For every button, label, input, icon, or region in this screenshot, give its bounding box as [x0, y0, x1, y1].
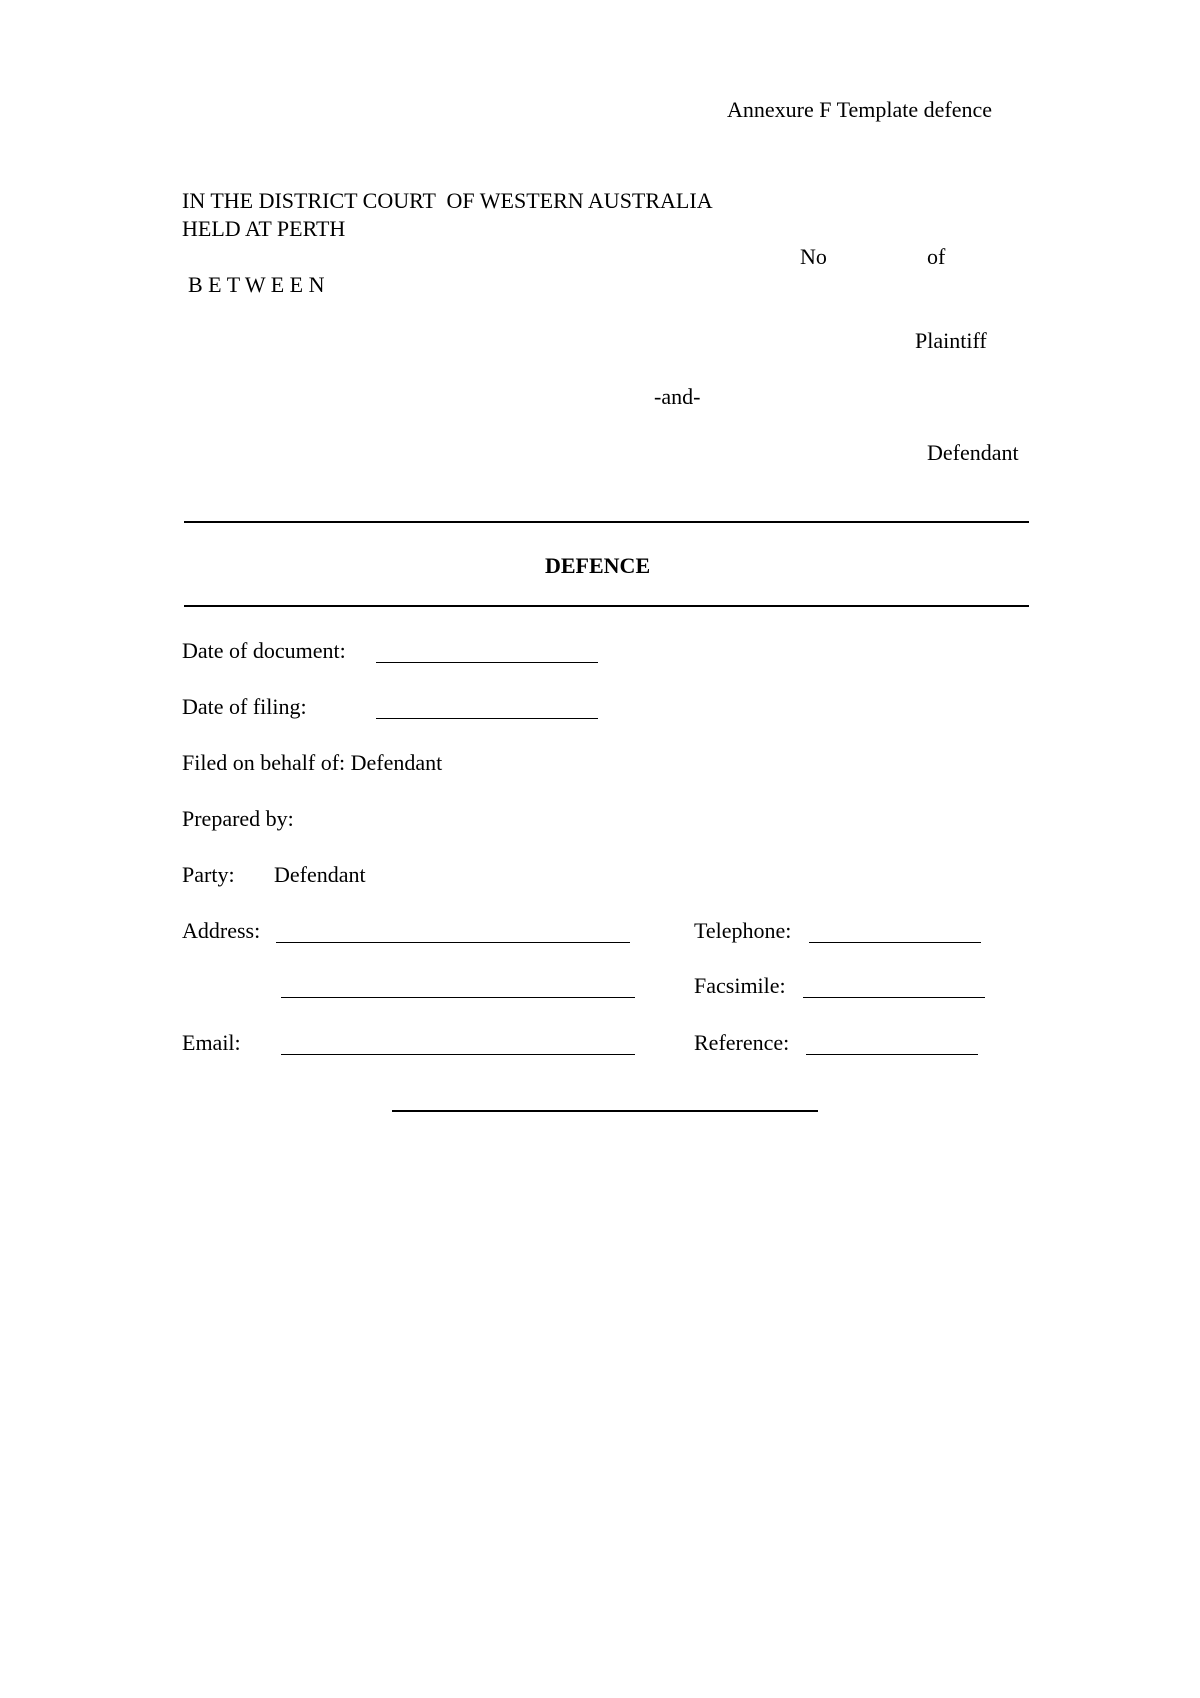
- court-name: IN THE DISTRICT COURT OF WESTERN AUSTRALIA: [182, 188, 713, 213]
- email-field[interactable]: [281, 1054, 635, 1055]
- facsimile-field[interactable]: [803, 997, 985, 998]
- closing-rule: [392, 1110, 818, 1112]
- date-of-filing-label: Date of filing:: [182, 694, 307, 719]
- document-title: DEFENCE: [545, 553, 651, 578]
- facsimile-label: Facsimile:: [694, 973, 786, 998]
- address-line-2-field[interactable]: [281, 997, 635, 998]
- telephone-field[interactable]: [809, 942, 981, 943]
- address-line-1-field[interactable]: [276, 942, 630, 943]
- filed-on-behalf-of: Filed on behalf of: Defendant: [182, 750, 443, 775]
- prepared-by-label: Prepared by:: [182, 806, 294, 831]
- reference-label: Reference:: [694, 1030, 790, 1055]
- annexure-label: Annexure F Template defence: [727, 97, 992, 122]
- and-label: -and-: [654, 384, 701, 409]
- reference-field[interactable]: [806, 1054, 978, 1055]
- email-label: Email:: [182, 1030, 241, 1055]
- case-number-label: No: [800, 244, 827, 269]
- plaintiff-label: Plaintiff: [915, 328, 987, 353]
- case-year-label: of: [927, 244, 946, 269]
- party-label: Party:: [182, 862, 235, 887]
- date-of-document-label: Date of document:: [182, 638, 346, 663]
- date-of-filing-field[interactable]: [376, 718, 598, 719]
- date-of-document-field[interactable]: [376, 662, 598, 663]
- title-bottom-rule: [184, 605, 1029, 607]
- between-label: B E T W E E N: [188, 272, 325, 297]
- telephone-label: Telephone:: [694, 918, 792, 943]
- address-label: Address:: [182, 918, 261, 943]
- court-location: HELD AT PERTH: [182, 216, 346, 241]
- title-top-rule: [184, 521, 1029, 523]
- party-value: Defendant: [274, 862, 366, 887]
- defendant-label: Defendant: [927, 440, 1019, 465]
